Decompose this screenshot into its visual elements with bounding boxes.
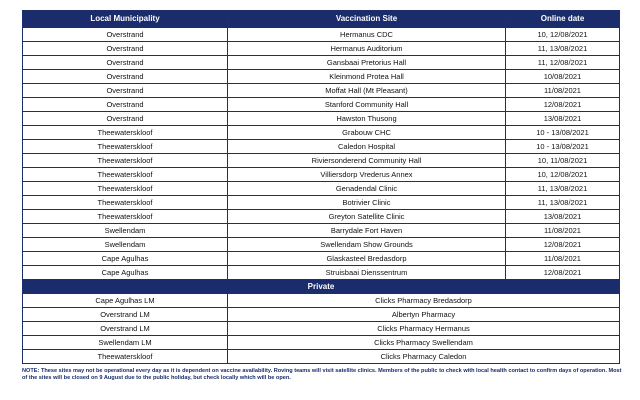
- municipality-cell: Overstrand: [23, 112, 228, 126]
- municipality-cell: Cape Agulhas: [23, 252, 228, 266]
- municipality-cell: Theewaterskloof: [23, 154, 228, 168]
- date-cell: 13/08/2021: [506, 112, 620, 126]
- date-cell: 11, 13/08/2021: [506, 42, 620, 56]
- date-cell: 12/08/2021: [506, 98, 620, 112]
- site-cell: Clicks Pharmacy Hermanus: [228, 322, 620, 336]
- date-cell: 13/08/2021: [506, 210, 620, 224]
- municipality-cell: Theewaterskloof: [23, 140, 228, 154]
- municipality-cell: Theewaterskloof: [23, 210, 228, 224]
- site-cell: Struisbaai Dienssentrum: [228, 266, 506, 280]
- table-row: [23, 168, 620, 182]
- municipality-cell: Theewaterskloof: [23, 126, 228, 140]
- municipality-cell: Overstrand LM: [23, 308, 228, 322]
- site-cell: Barrydale Fort Haven: [228, 224, 506, 238]
- table-row: [23, 224, 620, 238]
- site-cell: Genadendal Clinic: [228, 182, 506, 196]
- table-row: [23, 112, 620, 126]
- header-row: [23, 11, 620, 28]
- table-row: [23, 182, 620, 196]
- table-row: [23, 126, 620, 140]
- municipality-cell: Overstrand: [23, 84, 228, 98]
- private-section-row: [23, 280, 620, 294]
- date-cell: 11/08/2021: [506, 252, 620, 266]
- table-row: [23, 28, 620, 42]
- table-row: [23, 210, 620, 224]
- site-cell: Caledon Hospital: [228, 140, 506, 154]
- private-table-row: [23, 294, 620, 308]
- date-cell: 12/08/2021: [506, 266, 620, 280]
- date-cell: 11, 13/08/2021: [506, 182, 620, 196]
- date-cell: 10 - 13/08/2021: [506, 126, 620, 140]
- site-cell: Riviersonderend Community Hall: [228, 154, 506, 168]
- date-cell: 10/08/2021: [506, 70, 620, 84]
- table-row: [23, 140, 620, 154]
- date-cell: 11, 12/08/2021: [506, 56, 620, 70]
- date-cell: 10, 12/08/2021: [506, 168, 620, 182]
- private-table-row: [23, 336, 620, 350]
- site-cell: Gansbaai Pretorius Hall: [228, 56, 506, 70]
- site-cell: Villiersdorp Vrederus Annex: [228, 168, 506, 182]
- date-cell: 12/08/2021: [506, 238, 620, 252]
- site-cell: Albertyn Pharmacy: [228, 308, 620, 322]
- header-site: Vaccination Site: [228, 11, 506, 28]
- table-row: [23, 196, 620, 210]
- site-cell: Hermanus CDC: [228, 28, 506, 42]
- site-cell: Swellendam Show Grounds: [228, 238, 506, 252]
- header-municipality: Local Municipality: [23, 11, 228, 28]
- table-row: [23, 252, 620, 266]
- site-cell: Glaskasteel Bredasdorp: [228, 252, 506, 266]
- site-cell: Greyton Satellite Clinic: [228, 210, 506, 224]
- site-cell: Hermanus Auditorium: [228, 42, 506, 56]
- vaccination-sites-table: [22, 10, 620, 364]
- site-cell: Kleinmond Protea Hall: [228, 70, 506, 84]
- private-table-row: [23, 308, 620, 322]
- municipality-cell: Theewaterskloof: [23, 168, 228, 182]
- date-cell: 10, 12/08/2021: [506, 28, 620, 42]
- municipality-cell: Overstrand: [23, 98, 228, 112]
- municipality-cell: Theewaterskloof: [23, 350, 228, 364]
- header-date: Online date: [506, 11, 620, 28]
- private-table-row: [23, 350, 620, 364]
- municipality-cell: Overstrand: [23, 42, 228, 56]
- public-sites-body: [23, 28, 620, 280]
- municipality-cell: Overstrand: [23, 28, 228, 42]
- municipality-cell: Swellendam LM: [23, 336, 228, 350]
- site-cell: Hawston Thusong: [228, 112, 506, 126]
- municipality-cell: Theewaterskloof: [23, 196, 228, 210]
- private-table-row: [23, 322, 620, 336]
- table-row: [23, 56, 620, 70]
- municipality-cell: Cape Agulhas LM: [23, 294, 228, 308]
- municipality-cell: Swellendam: [23, 238, 228, 252]
- table-row: [23, 42, 620, 56]
- site-cell: Clicks Pharmacy Bredasdorp: [228, 294, 620, 308]
- table-header: [23, 11, 620, 28]
- table-row: [23, 84, 620, 98]
- footnote: NOTE: These sites may not be operational every day as it is dependent on vaccine availability. Roving teams will visit satellite clinics. Members of the public to check with local health contact to confirm days of operation. Most of the sites will be closed on 9 August due to the public holiday, but check locally which will be open.: [22, 368, 622, 381]
- table-row: [23, 266, 620, 280]
- site-cell: Botrivier Clinic: [228, 196, 506, 210]
- date-cell: 11, 13/08/2021: [506, 196, 620, 210]
- table-row: [23, 70, 620, 84]
- private-sites-body: [23, 280, 620, 364]
- site-cell: Clicks Pharmacy Swellendam: [228, 336, 620, 350]
- municipality-cell: Overstrand: [23, 70, 228, 84]
- table-row: [23, 98, 620, 112]
- date-cell: 11/08/2021: [506, 84, 620, 98]
- date-cell: 10, 11/08/2021: [506, 154, 620, 168]
- site-cell: Stanford Community Hall: [228, 98, 506, 112]
- municipality-cell: Theewaterskloof: [23, 182, 228, 196]
- table-row: [23, 154, 620, 168]
- municipality-cell: Overstrand: [23, 56, 228, 70]
- date-cell: 11/08/2021: [506, 224, 620, 238]
- private-section-label: Private: [23, 280, 620, 294]
- municipality-cell: Cape Agulhas: [23, 266, 228, 280]
- municipality-cell: Swellendam: [23, 224, 228, 238]
- municipality-cell: Overstrand LM: [23, 322, 228, 336]
- table-row: [23, 238, 620, 252]
- site-cell: Grabouw CHC: [228, 126, 506, 140]
- site-cell: Moffat Hall (Mt Pleasant): [228, 84, 506, 98]
- site-cell: Clicks Pharmacy Caledon: [228, 350, 620, 364]
- date-cell: 10 - 13/08/2021: [506, 140, 620, 154]
